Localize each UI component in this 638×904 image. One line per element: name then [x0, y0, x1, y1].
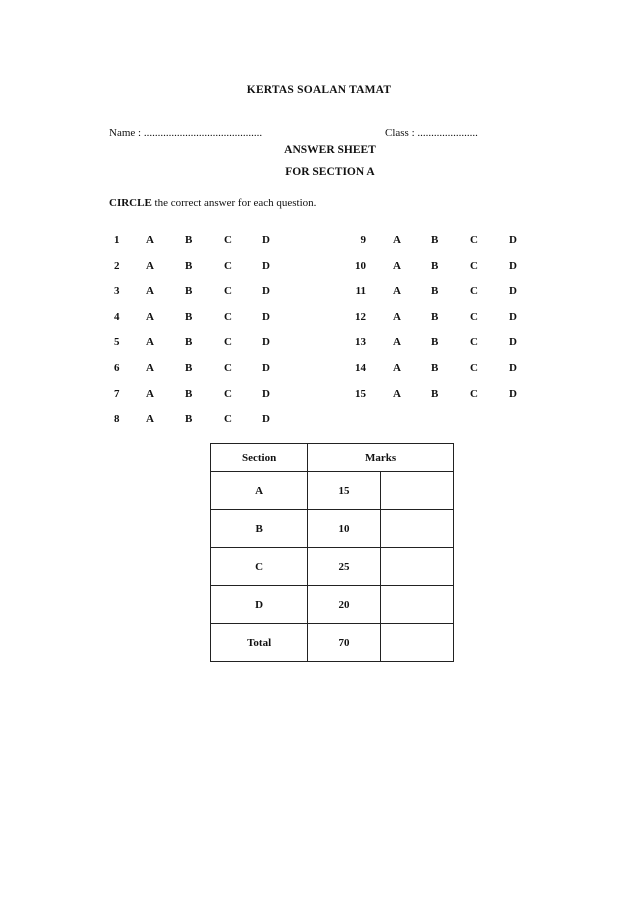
answer-option-b[interactable]: B [185, 234, 193, 246]
answer-option-a[interactable]: A [146, 362, 154, 374]
marks-row [211, 548, 454, 586]
question-number: 1 [114, 234, 120, 246]
answer-option-b[interactable]: B [185, 387, 193, 400]
marks-row [211, 586, 454, 624]
instruction-keyword: CIRCLE [109, 197, 152, 209]
question-number: 4 [114, 310, 120, 323]
question-number: 9 [360, 234, 366, 246]
answer-option-d[interactable]: D [262, 362, 270, 374]
section-cell: A [211, 472, 308, 510]
answer-option-c[interactable]: C [470, 362, 478, 374]
answer-option-a[interactable]: A [393, 310, 401, 323]
question-number: 15 [355, 387, 366, 400]
answer-option-c[interactable]: C [224, 259, 232, 272]
answer-option-d[interactable]: D [509, 387, 517, 400]
instruction [109, 197, 316, 209]
class-field[interactable]: Class : ...................... [385, 127, 478, 139]
answer-option-b[interactable]: B [431, 310, 439, 323]
answer-option-b[interactable]: B [431, 234, 439, 246]
answer-option-b[interactable]: B [185, 310, 193, 323]
answer-option-b[interactable]: B [431, 285, 439, 298]
answer-option-d[interactable]: D [262, 413, 270, 426]
answer-option-d[interactable]: D [262, 387, 270, 400]
instruction-text: the correct answer for each question. [151, 197, 317, 209]
answer-option-a[interactable]: A [146, 387, 154, 400]
answer-option-d[interactable]: D [509, 336, 517, 349]
answer-option-a[interactable]: A [393, 362, 401, 374]
answer-option-a[interactable]: A [393, 387, 401, 400]
answer-option-a[interactable]: A [393, 234, 401, 246]
answer-option-a[interactable]: A [393, 285, 401, 298]
answer-option-c[interactable]: C [224, 310, 232, 323]
question-number: 11 [355, 285, 366, 298]
answer-option-c[interactable]: C [224, 413, 232, 426]
section-cell: Total [211, 624, 308, 662]
answer-option-c[interactable]: C [470, 387, 478, 400]
marks-row [211, 624, 454, 662]
answer-option-d[interactable]: D [262, 310, 270, 323]
section-cell: C [211, 548, 308, 586]
answer-option-b[interactable]: B [431, 259, 439, 272]
answer-option-d[interactable]: D [509, 259, 517, 272]
answer-option-c[interactable]: C [470, 285, 478, 298]
score-entry-cell[interactable] [380, 510, 453, 548]
question-number: 12 [355, 310, 366, 323]
answer-option-c[interactable]: C [470, 336, 478, 349]
answer-option-b[interactable]: B [185, 362, 193, 374]
answer-option-d[interactable]: D [509, 362, 517, 374]
max-marks-cell: 10 [308, 510, 380, 548]
max-marks-cell: 15 [308, 472, 380, 510]
answer-option-b[interactable]: B [185, 285, 193, 298]
answer-option-a[interactable]: A [393, 259, 401, 272]
answer-option-c[interactable]: C [470, 310, 478, 323]
answer-option-b[interactable]: B [185, 259, 193, 272]
answer-sheet-heading: ANSWER SHEET [284, 144, 376, 156]
answer-option-b[interactable]: B [431, 336, 439, 349]
section-cell: D [211, 586, 308, 624]
score-entry-cell[interactable] [380, 624, 453, 662]
question-number: 13 [355, 336, 366, 349]
answer-option-d[interactable]: D [509, 310, 517, 323]
name-field[interactable]: Name : ........................................... [109, 127, 263, 139]
question-number: 8 [114, 413, 120, 426]
answer-option-b[interactable]: B [431, 387, 439, 400]
question-number: 7 [114, 387, 120, 400]
answer-option-d[interactable]: D [262, 234, 270, 246]
max-marks-cell: 20 [308, 586, 380, 624]
marks-row [211, 510, 454, 548]
score-entry-cell[interactable] [380, 548, 453, 586]
question-number: 10 [355, 259, 366, 272]
question-number: 2 [114, 259, 120, 272]
marks-header: Marks [308, 444, 454, 472]
score-entry-cell[interactable] [380, 586, 453, 624]
answer-option-c[interactable]: C [224, 285, 232, 298]
answer-option-d[interactable]: D [262, 336, 270, 349]
answer-option-c[interactable]: C [224, 362, 232, 374]
answer-option-c[interactable]: C [470, 234, 478, 246]
marks-table [210, 443, 454, 662]
question-number: 6 [114, 362, 120, 374]
question-number: 5 [114, 336, 120, 349]
marks-table-header [211, 444, 454, 472]
answer-option-c[interactable]: C [224, 387, 232, 400]
answer-option-c[interactable]: C [224, 234, 232, 246]
max-marks-cell: 70 [308, 624, 380, 662]
answer-option-a[interactable]: A [146, 310, 154, 323]
section-a-heading: FOR SECTION A [285, 166, 375, 178]
answer-option-a[interactable]: A [393, 336, 401, 349]
answer-option-a[interactable]: A [146, 285, 154, 298]
page-title: KERTAS SOALAN TAMAT [246, 84, 392, 96]
answer-option-a[interactable]: A [146, 336, 154, 349]
question-number: 3 [114, 285, 120, 298]
answer-option-d[interactable]: D [509, 285, 517, 298]
score-entry-cell[interactable] [380, 472, 453, 510]
max-marks-cell: 25 [308, 548, 380, 586]
question-number: 14 [355, 362, 366, 374]
answer-option-a[interactable]: A [146, 259, 154, 272]
answer-option-d[interactable]: D [262, 285, 270, 298]
section-header: Section [211, 444, 308, 472]
answer-option-d[interactable]: D [509, 234, 517, 246]
answer-option-c[interactable]: C [470, 259, 478, 272]
answer-option-b[interactable]: B [185, 413, 193, 426]
section-cell: B [211, 510, 308, 548]
answer-option-d[interactable]: D [262, 259, 270, 272]
marks-row [211, 472, 454, 510]
answer-option-c[interactable]: C [224, 336, 232, 349]
answer-option-b[interactable]: B [431, 362, 439, 374]
answer-option-a[interactable]: A [146, 234, 154, 246]
answer-option-a[interactable]: A [146, 413, 154, 426]
answer-option-b[interactable]: B [185, 336, 193, 349]
